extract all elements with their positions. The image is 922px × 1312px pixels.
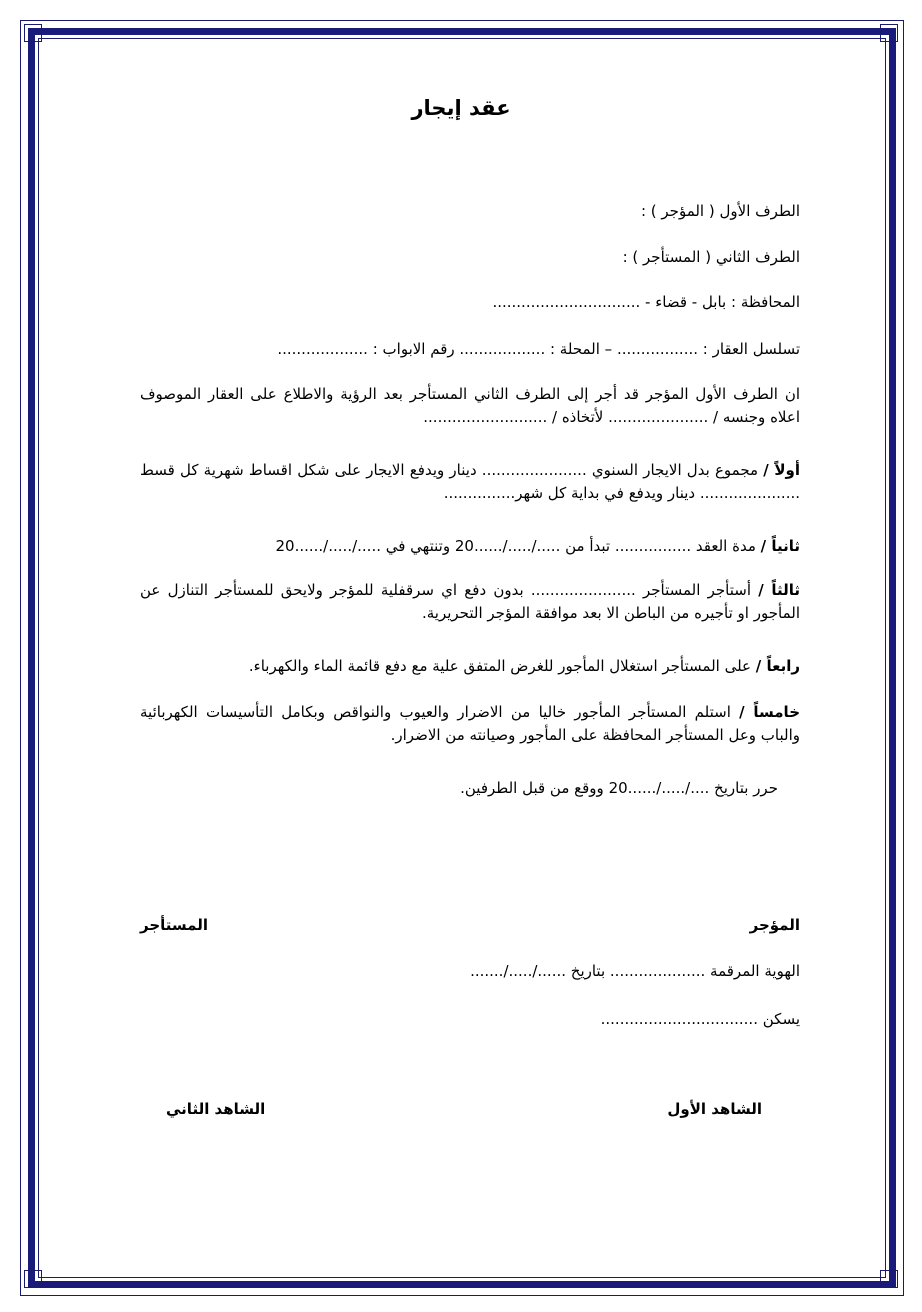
party-second-line: الطرف الثاني ( المستأجر ) : — [622, 248, 800, 266]
governorate-line: المحافظة : بابل - قضاء - ............................... — [492, 293, 800, 311]
clause-fifth-lead: خامساً / — [739, 703, 801, 721]
document-title: عقد إيجار — [411, 96, 511, 120]
clause-fourth-lead: رابعاً / — [755, 657, 800, 675]
clause-fourth-text: على المستأجر استغلال المأجور للغرض المتفق علية مع دفع قائمة الماء والكهرباء. — [248, 657, 756, 675]
clause-third — [140, 579, 800, 625]
id-line: الهوية المرقمة .................... بتاريخ ....../...../....... — [470, 962, 800, 980]
clause-third-text: أستأجر المستأجر ...................... بدون دفع اي سرقفلية للمؤجر ولايحق للمستأجر التنازل عن المأجور او تأجيره من الباطن الا بعد موافقة المؤجر التحريرية. — [140, 581, 800, 622]
lessor-label: المؤجر — [749, 916, 800, 934]
clause-fourth — [140, 655, 800, 678]
clause-second-lead: ثانياً / — [760, 537, 800, 555]
clause-first-text: مجموع بدل الايجار السنوي ...................... دينار ويدفع الايجار على شكل اقساط شهرية كل قسط ..................... دينار ويدفع في بداية كل شهر............... — [140, 461, 800, 502]
clause-second — [140, 535, 800, 558]
witness-second-label: الشاهد الثاني — [166, 1100, 266, 1118]
signed-date-line: حرر بتاريخ ..../...../......20 ووقع من قبل الطرفين. — [460, 779, 778, 797]
clause-first — [140, 459, 800, 505]
clause-third-lead: ثالثاً / — [758, 581, 800, 599]
clause-first-lead: أولاً / — [763, 461, 800, 479]
property-serial-line: تسلسل العقار : ................. – المحلة : .................. رقم الابواب : ................... — [277, 340, 800, 358]
residence-line: يسكن ................................. — [600, 1010, 800, 1028]
lessee-label: المستأجر — [140, 916, 208, 934]
witness-first-label: الشاهد الأول — [667, 1100, 762, 1118]
clause-fifth-text: استلم المستأجر المأجور خاليا من الاضرار والعيوب والنواقص وبكامل التأسيسات الكهربائية والباب وعل المستأجر المحافظة على المأجور وصيانته من الاضرار. — [140, 703, 800, 744]
party-first-line: الطرف الأول ( المؤجر ) : — [640, 202, 800, 220]
intro-paragraph: ان الطرف الأول المؤجر قد أجر إلى الطرف الثاني المستأجر بعد الرؤية والاطلاع على العقار الموصوف اعلاه وجنسه / ..................... لأتخاذه / .......................... — [140, 385, 800, 426]
clause-fifth — [140, 701, 800, 747]
clause-second-text: مدة العقد ................ تبدأ من ...../...../......20 وتنتهي في ...../...../......20 — [275, 537, 761, 555]
